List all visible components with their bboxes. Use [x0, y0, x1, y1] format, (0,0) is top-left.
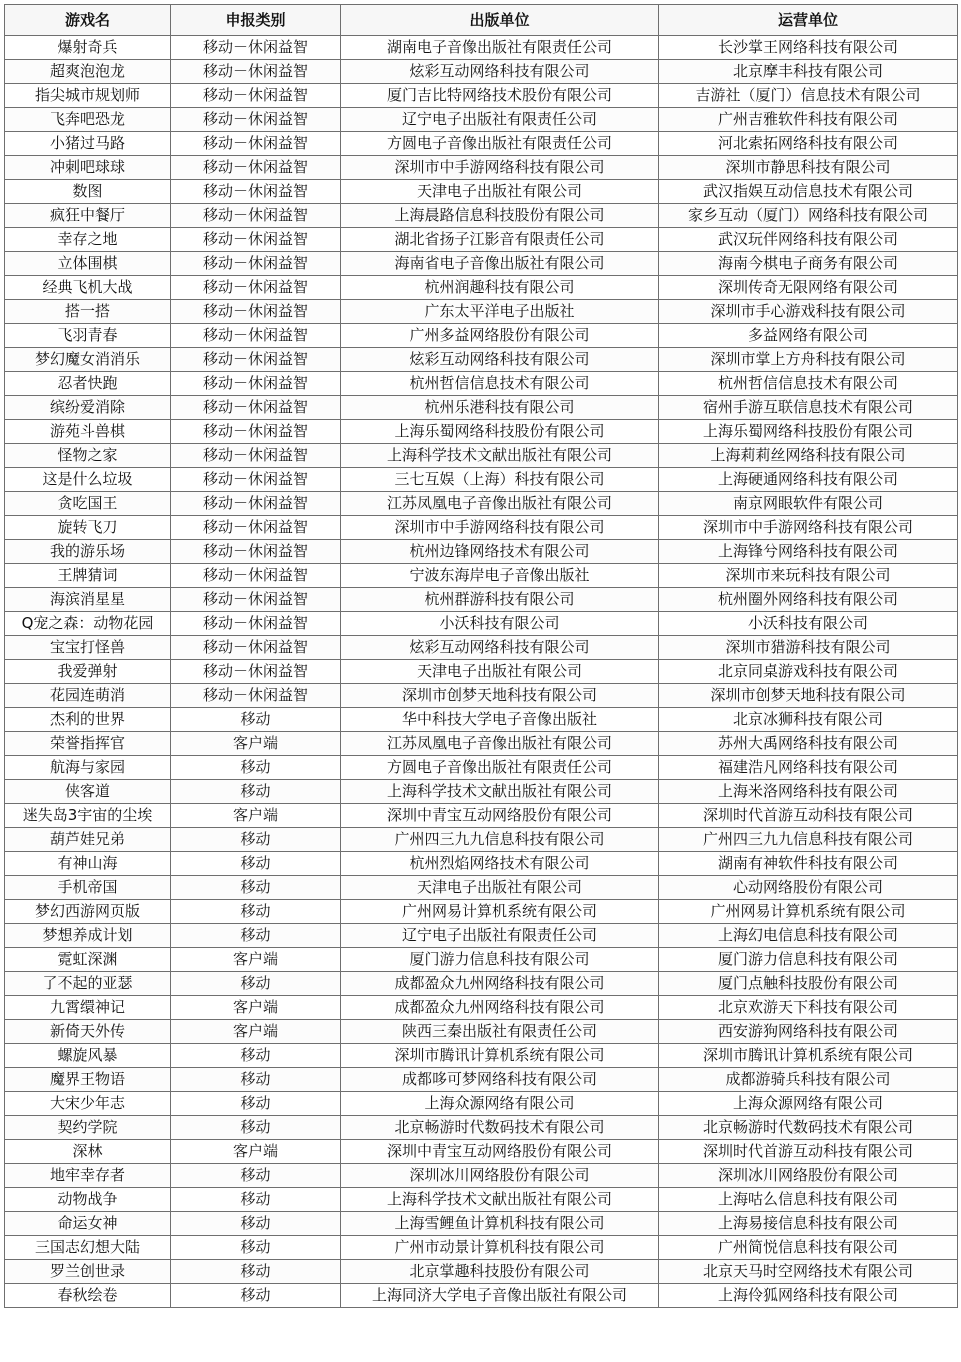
cell-category: 移动－休闲益智	[171, 684, 341, 708]
cell-operator: 小沃科技有限公司	[659, 612, 958, 636]
table-row	[5, 996, 958, 1020]
cell-operator: 深圳市静思科技有限公司	[659, 156, 958, 180]
cell-operator: 深圳传奇无限网络有限公司	[659, 276, 958, 300]
cell-operator: 河北索拓网络科技有限公司	[659, 132, 958, 156]
cell-game-name: 地牢幸存者	[5, 1164, 171, 1188]
table-row	[5, 348, 958, 372]
table-row	[5, 732, 958, 756]
cell-publisher: 上海科学技术文献出版社有限公司	[341, 1188, 659, 1212]
cell-operator: 杭州圈外网络科技有限公司	[659, 588, 958, 612]
cell-publisher: 杭州边锋网络技术有限公司	[341, 540, 659, 564]
cell-operator: 厦门游力信息科技有限公司	[659, 948, 958, 972]
cell-category: 客户端	[171, 948, 341, 972]
cell-category: 移动	[171, 900, 341, 924]
cell-operator: 北京欢游天下科技有限公司	[659, 996, 958, 1020]
cell-operator: 武汉玩伴网络科技有限公司	[659, 228, 958, 252]
table-row	[5, 1140, 958, 1164]
cell-category: 移动－休闲益智	[171, 60, 341, 84]
cell-publisher: 天津电子出版社有限公司	[341, 660, 659, 684]
cell-game-name: 荣誉指挥官	[5, 732, 171, 756]
cell-operator: 福建浩凡网络科技有限公司	[659, 756, 958, 780]
cell-publisher: 江苏凤凰电子音像出版社有限公司	[341, 732, 659, 756]
cell-operator: 广州四三九九信息科技有限公司	[659, 828, 958, 852]
cell-game-name: 小猪过马路	[5, 132, 171, 156]
cell-publisher: 辽宁电子出版社有限责任公司	[341, 924, 659, 948]
cell-category: 移动－休闲益智	[171, 372, 341, 396]
cell-game-name: 花园连萌消	[5, 684, 171, 708]
cell-game-name: 冲刺吧球球	[5, 156, 171, 180]
cell-category: 移动－休闲益智	[171, 324, 341, 348]
cell-game-name: 九霄缳神记	[5, 996, 171, 1020]
cell-operator: 多益网络有限公司	[659, 324, 958, 348]
cell-publisher: 上海科学技术文献出版社有限公司	[341, 780, 659, 804]
cell-game-name: 王牌猜词	[5, 564, 171, 588]
cell-publisher: 广州市动景计算机科技有限公司	[341, 1236, 659, 1260]
cell-operator: 上海众源网络有限公司	[659, 1092, 958, 1116]
cell-operator: 上海锋兮网络科技有限公司	[659, 540, 958, 564]
cell-game-name: 梦幻西游网页版	[5, 900, 171, 924]
table-row	[5, 444, 958, 468]
cell-game-name: 霓虹深渊	[5, 948, 171, 972]
table-row	[5, 492, 958, 516]
cell-category: 移动－休闲益智	[171, 516, 341, 540]
cell-game-name: 梦想养成计划	[5, 924, 171, 948]
cell-publisher: 天津电子出版社有限公司	[341, 876, 659, 900]
cell-category: 移动－休闲益智	[171, 492, 341, 516]
cell-publisher: 炫彩互动网络科技有限公司	[341, 60, 659, 84]
table-row	[5, 516, 958, 540]
cell-category: 移动－休闲益智	[171, 300, 341, 324]
cell-publisher: 华中科技大学电子音像出版社	[341, 708, 659, 732]
cell-category: 移动－休闲益智	[171, 84, 341, 108]
table-row	[5, 1164, 958, 1188]
table-row	[5, 324, 958, 348]
cell-operator: 广州网易计算机系统有限公司	[659, 900, 958, 924]
cell-category: 移动－休闲益智	[171, 540, 341, 564]
table-row	[5, 588, 958, 612]
cell-category: 移动	[171, 876, 341, 900]
cell-category: 客户端	[171, 1020, 341, 1044]
cell-game-name: 我爱弹射	[5, 660, 171, 684]
cell-operator: 深圳时代首游互动科技有限公司	[659, 804, 958, 828]
table-row	[5, 924, 958, 948]
table-row	[5, 228, 958, 252]
cell-publisher: 天津电子出版社有限公司	[341, 180, 659, 204]
cell-game-name: 梦幻魔女消消乐	[5, 348, 171, 372]
cell-category: 移动－休闲益智	[171, 564, 341, 588]
cell-operator: 深圳市中手游网络科技有限公司	[659, 516, 958, 540]
table-row	[5, 156, 958, 180]
cell-category: 移动	[171, 1212, 341, 1236]
cell-publisher: 湖南电子音像出版社有限责任公司	[341, 36, 659, 60]
cell-game-name: 缤纷爱消除	[5, 396, 171, 420]
cell-category: 移动	[171, 852, 341, 876]
cell-game-name: 侠客道	[5, 780, 171, 804]
cell-publisher: 炫彩互动网络科技有限公司	[341, 636, 659, 660]
cell-operator: 深圳市掌上方舟科技有限公司	[659, 348, 958, 372]
cell-game-name: 罗兰创世录	[5, 1260, 171, 1284]
cell-category: 移动－休闲益智	[171, 180, 341, 204]
table-row	[5, 1020, 958, 1044]
cell-publisher: 方圆电子音像出版社有限责任公司	[341, 132, 659, 156]
table-row	[5, 972, 958, 996]
cell-operator: 上海硬通网络科技有限公司	[659, 468, 958, 492]
cell-category: 移动－休闲益智	[171, 588, 341, 612]
table-row	[5, 636, 958, 660]
cell-publisher: 深圳市中手游网络科技有限公司	[341, 156, 659, 180]
cell-game-name: 数图	[5, 180, 171, 204]
table-row	[5, 180, 958, 204]
cell-game-name: 忍者快跑	[5, 372, 171, 396]
table-row	[5, 204, 958, 228]
game-approval-table	[4, 4, 958, 1308]
cell-publisher: 海南省电子音像出版社有限公司	[341, 252, 659, 276]
cell-operator: 西安游狗网络科技有限公司	[659, 1020, 958, 1044]
table-row	[5, 756, 958, 780]
cell-operator: 深圳时代首游互动科技有限公司	[659, 1140, 958, 1164]
table-row	[5, 900, 958, 924]
table-body	[5, 36, 958, 1308]
cell-game-name: 契约学院	[5, 1116, 171, 1140]
cell-category: 移动－休闲益智	[171, 276, 341, 300]
cell-publisher: 深圳中青宝互动网络股份有限公司	[341, 804, 659, 828]
cell-category: 移动	[171, 1260, 341, 1284]
cell-category: 移动－休闲益智	[171, 636, 341, 660]
cell-operator: 厦门点触科技股份有限公司	[659, 972, 958, 996]
cell-game-name: 超爽泡泡龙	[5, 60, 171, 84]
cell-publisher: 炫彩互动网络科技有限公司	[341, 348, 659, 372]
table-row	[5, 1068, 958, 1092]
table-row	[5, 300, 958, 324]
header-publisher: 出版单位	[341, 5, 659, 36]
cell-operator: 上海易接信息科技有限公司	[659, 1212, 958, 1236]
table-row	[5, 1116, 958, 1140]
cell-operator: 苏州大禹网络科技有限公司	[659, 732, 958, 756]
cell-operator: 北京同桌游戏科技有限公司	[659, 660, 958, 684]
cell-operator: 深圳市腾讯计算机系统有限公司	[659, 1044, 958, 1068]
cell-game-name: 深林	[5, 1140, 171, 1164]
cell-game-name: 迷失岛3宇宙的尘埃	[5, 804, 171, 828]
cell-category: 移动－休闲益智	[171, 108, 341, 132]
cell-category: 移动	[171, 1188, 341, 1212]
table-row	[5, 36, 958, 60]
table-row	[5, 60, 958, 84]
cell-game-name: 旋转飞刀	[5, 516, 171, 540]
cell-game-name: 怪物之家	[5, 444, 171, 468]
cell-publisher: 深圳市腾讯计算机系统有限公司	[341, 1044, 659, 1068]
cell-operator: 海南今棋电子商务有限公司	[659, 252, 958, 276]
cell-publisher: 上海众源网络有限公司	[341, 1092, 659, 1116]
cell-game-name: 这是什么垃圾	[5, 468, 171, 492]
table-row	[5, 540, 958, 564]
cell-game-name: 大宋少年志	[5, 1092, 171, 1116]
cell-publisher: 陕西三秦出版社有限责任公司	[341, 1020, 659, 1044]
cell-operator: 湖南有神软件科技有限公司	[659, 852, 958, 876]
cell-publisher: 厦门吉比特网络技术股份有限公司	[341, 84, 659, 108]
cell-publisher: 深圳市创梦天地科技有限公司	[341, 684, 659, 708]
table-row	[5, 564, 958, 588]
header-category: 申报类别	[171, 5, 341, 36]
header-game-name: 游戏名	[5, 5, 171, 36]
cell-publisher: 成都盈众九州网络科技有限公司	[341, 972, 659, 996]
cell-category: 移动	[171, 924, 341, 948]
cell-operator: 深圳市来玩科技有限公司	[659, 564, 958, 588]
cell-game-name: 立体围棋	[5, 252, 171, 276]
cell-game-name: 幸存之地	[5, 228, 171, 252]
table-row	[5, 660, 958, 684]
cell-category: 移动－休闲益智	[171, 204, 341, 228]
cell-publisher: 上海乐蜀网络科技股份有限公司	[341, 420, 659, 444]
cell-publisher: 成都哆可梦网络科技有限公司	[341, 1068, 659, 1092]
cell-publisher: 三七互娱（上海）科技有限公司	[341, 468, 659, 492]
cell-category: 移动－休闲益智	[171, 348, 341, 372]
cell-operator: 广州吉雅软件科技有限公司	[659, 108, 958, 132]
table-row	[5, 276, 958, 300]
cell-publisher: 杭州哲信信息技术有限公司	[341, 372, 659, 396]
table-row	[5, 252, 958, 276]
cell-game-name: 葫芦娃兄弟	[5, 828, 171, 852]
cell-category: 移动－休闲益智	[171, 444, 341, 468]
cell-publisher: 北京掌趣科技股份有限公司	[341, 1260, 659, 1284]
cell-operator: 成都游骑兵科技有限公司	[659, 1068, 958, 1092]
cell-publisher: 广州网易计算机系统有限公司	[341, 900, 659, 924]
cell-game-name: Q宠之森：动物花园	[5, 612, 171, 636]
cell-game-name: 三国志幻想大陆	[5, 1236, 171, 1260]
cell-category: 移动	[171, 1068, 341, 1092]
cell-publisher: 方圆电子音像出版社有限责任公司	[341, 756, 659, 780]
cell-category: 移动－休闲益智	[171, 132, 341, 156]
table-row	[5, 372, 958, 396]
table-row	[5, 108, 958, 132]
table-row	[5, 1212, 958, 1236]
cell-game-name: 手机帝国	[5, 876, 171, 900]
cell-operator: 上海莉莉丝网络科技有限公司	[659, 444, 958, 468]
cell-game-name: 疯狂中餐厅	[5, 204, 171, 228]
table-row	[5, 468, 958, 492]
cell-publisher: 深圳中青宝互动网络股份有限公司	[341, 1140, 659, 1164]
cell-publisher: 成都盈众九州网络科技有限公司	[341, 996, 659, 1020]
cell-operator: 杭州哲信信息技术有限公司	[659, 372, 958, 396]
cell-operator: 广州简悦信息科技有限公司	[659, 1236, 958, 1260]
table-row	[5, 132, 958, 156]
table-row	[5, 948, 958, 972]
cell-category: 客户端	[171, 996, 341, 1020]
table-row	[5, 852, 958, 876]
cell-publisher: 厦门游力信息科技有限公司	[341, 948, 659, 972]
cell-operator: 上海幻电信息科技有限公司	[659, 924, 958, 948]
cell-publisher: 上海科学技术文献出版社有限公司	[341, 444, 659, 468]
table-row	[5, 1044, 958, 1068]
cell-operator: 深圳冰川网络股份有限公司	[659, 1164, 958, 1188]
cell-game-name: 海滨消星星	[5, 588, 171, 612]
cell-operator: 北京摩丰科技有限公司	[659, 60, 958, 84]
cell-operator: 宿州手游互联信息技术有限公司	[659, 396, 958, 420]
cell-category: 移动－休闲益智	[171, 156, 341, 180]
cell-operator: 北京畅游时代数码技术有限公司	[659, 1116, 958, 1140]
cell-publisher: 上海晨路信息科技股份有限公司	[341, 204, 659, 228]
table-row	[5, 1092, 958, 1116]
cell-publisher: 北京畅游时代数码技术有限公司	[341, 1116, 659, 1140]
cell-publisher: 小沃科技有限公司	[341, 612, 659, 636]
cell-game-name: 杰利的世界	[5, 708, 171, 732]
cell-category: 移动－休闲益智	[171, 36, 341, 60]
cell-game-name: 有神山海	[5, 852, 171, 876]
cell-game-name: 指尖城市规划师	[5, 84, 171, 108]
cell-game-name: 宝宝打怪兽	[5, 636, 171, 660]
cell-publisher: 上海同济大学电子音像出版社有限公司	[341, 1284, 659, 1308]
table-row	[5, 1188, 958, 1212]
cell-publisher: 湖北省扬子江影音有限责任公司	[341, 228, 659, 252]
cell-game-name: 新倚天外传	[5, 1020, 171, 1044]
header-operator: 运营单位	[659, 5, 958, 36]
header-row	[5, 5, 958, 36]
table-row	[5, 708, 958, 732]
cell-operator: 上海米洛网络科技有限公司	[659, 780, 958, 804]
cell-category: 客户端	[171, 1140, 341, 1164]
cell-operator: 南京网眼软件有限公司	[659, 492, 958, 516]
cell-game-name: 魔界王物语	[5, 1068, 171, 1092]
cell-game-name: 螺旋风暴	[5, 1044, 171, 1068]
cell-category: 移动－休闲益智	[171, 252, 341, 276]
cell-operator: 家乡互动（厦门）网络科技有限公司	[659, 204, 958, 228]
cell-publisher: 江苏凤凰电子音像出版社有限公司	[341, 492, 659, 516]
cell-game-name: 飞奔吧恐龙	[5, 108, 171, 132]
cell-publisher: 杭州润趣科技有限公司	[341, 276, 659, 300]
cell-category: 移动	[171, 708, 341, 732]
cell-publisher: 上海雪鲤鱼计算机科技有限公司	[341, 1212, 659, 1236]
cell-operator: 武汉指娱互动信息技术有限公司	[659, 180, 958, 204]
table-row	[5, 84, 958, 108]
cell-game-name: 爆射奇兵	[5, 36, 171, 60]
table-row	[5, 876, 958, 900]
table-row	[5, 1284, 958, 1308]
cell-operator: 北京冰狮科技有限公司	[659, 708, 958, 732]
cell-game-name: 春秋绘卷	[5, 1284, 171, 1308]
cell-category: 移动	[171, 972, 341, 996]
table-row	[5, 684, 958, 708]
cell-publisher: 深圳市中手游网络科技有限公司	[341, 516, 659, 540]
cell-category: 客户端	[171, 804, 341, 828]
cell-category: 移动	[171, 1236, 341, 1260]
cell-operator: 上海乐蜀网络科技股份有限公司	[659, 420, 958, 444]
cell-game-name: 动物战争	[5, 1188, 171, 1212]
table-row	[5, 612, 958, 636]
table-row	[5, 1236, 958, 1260]
cell-category: 客户端	[171, 732, 341, 756]
table-row	[5, 780, 958, 804]
cell-category: 移动	[171, 828, 341, 852]
cell-category: 移动	[171, 1164, 341, 1188]
cell-publisher: 广东太平洋电子出版社	[341, 300, 659, 324]
table-row	[5, 804, 958, 828]
cell-category: 移动－休闲益智	[171, 396, 341, 420]
cell-category: 移动	[171, 1284, 341, 1308]
cell-operator: 深圳市创梦天地科技有限公司	[659, 684, 958, 708]
cell-category: 移动	[171, 1044, 341, 1068]
table-row	[5, 396, 958, 420]
cell-game-name: 贪吃国王	[5, 492, 171, 516]
cell-category: 移动－休闲益智	[171, 228, 341, 252]
cell-operator: 吉游社（厦门）信息技术有限公司	[659, 84, 958, 108]
cell-game-name: 航海与家园	[5, 756, 171, 780]
cell-publisher: 辽宁电子出版社有限责任公司	[341, 108, 659, 132]
cell-category: 移动	[171, 1116, 341, 1140]
cell-publisher: 杭州群游科技有限公司	[341, 588, 659, 612]
cell-game-name: 了不起的亚瑟	[5, 972, 171, 996]
cell-game-name: 我的游乐场	[5, 540, 171, 564]
cell-publisher: 广州多益网络股份有限公司	[341, 324, 659, 348]
table-row	[5, 1260, 958, 1284]
cell-operator: 北京天马时空网络技术有限公司	[659, 1260, 958, 1284]
cell-game-name: 经典飞机大战	[5, 276, 171, 300]
cell-game-name: 命运女神	[5, 1212, 171, 1236]
cell-operator: 长沙掌王网络科技有限公司	[659, 36, 958, 60]
cell-category: 移动－休闲益智	[171, 612, 341, 636]
cell-operator: 深圳市手心游戏科技有限公司	[659, 300, 958, 324]
cell-game-name: 游苑斗兽棋	[5, 420, 171, 444]
cell-category: 移动	[171, 756, 341, 780]
cell-category: 移动－休闲益智	[171, 660, 341, 684]
cell-operator: 心动网络股份有限公司	[659, 876, 958, 900]
cell-operator: 上海伶狐网络科技有限公司	[659, 1284, 958, 1308]
cell-operator: 深圳市猎游科技有限公司	[659, 636, 958, 660]
cell-category: 移动	[171, 780, 341, 804]
cell-publisher: 杭州乐港科技有限公司	[341, 396, 659, 420]
cell-game-name: 飞羽青春	[5, 324, 171, 348]
cell-publisher: 宁波东海岸电子音像出版社	[341, 564, 659, 588]
cell-publisher: 杭州烈焰网络技术有限公司	[341, 852, 659, 876]
cell-category: 移动	[171, 1092, 341, 1116]
cell-category: 移动－休闲益智	[171, 468, 341, 492]
cell-operator: 上海咕么信息科技有限公司	[659, 1188, 958, 1212]
table-row	[5, 420, 958, 444]
cell-category: 移动－休闲益智	[171, 420, 341, 444]
cell-publisher: 广州四三九九信息科技有限公司	[341, 828, 659, 852]
table-row	[5, 828, 958, 852]
cell-publisher: 深圳冰川网络股份有限公司	[341, 1164, 659, 1188]
cell-game-name: 搭一搭	[5, 300, 171, 324]
